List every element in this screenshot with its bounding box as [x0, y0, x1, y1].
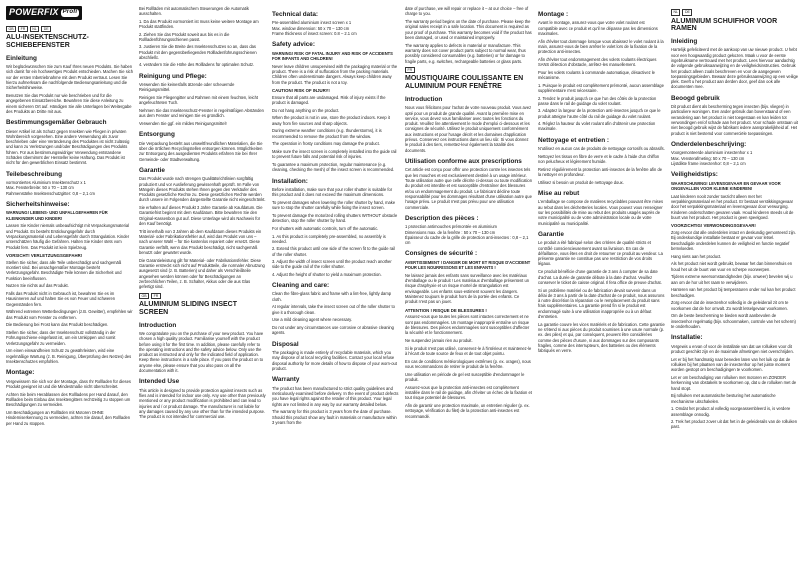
section-heading: Garantie: [538, 230, 564, 238]
warning-text: WAARSCHUWING! LEVENSGEVAAR EN GEVAAR VOOR ONGEVALLEN VOOR KLEINE KINDEREN!: [671, 180, 781, 191]
paragraph: To prevent damages when lowering the roller shutter by hand, make sure to stop the shutter carefully while fixing the insect screen.: [272, 200, 396, 211]
paragraph: Never leave children unsupervised with the packaging material or the product. There is a risk of suffocation from the packing materials. Children often underestimate dangers. Always keep children away from the product. The product is not a toy.: [272, 63, 398, 85]
list-item: 4. verändern Sie die Höhe des Rollladens für optimalen Schutz.: [139, 62, 255, 68]
section-heading: Technical data:: [272, 11, 319, 18]
steps-list-fr: [538, 83, 665, 132]
paragraph: Dit product dient als bescherming tegen insecten (bijv. vliegen) in particuliere woningen. Een ander gebruik dan bovenstaand of een verandering aan het product is niet toegestaan en kan leiden tot verwondingen en/of schade aan het product. Voor schade ontstaan uit niet beoogd gebruik wijst de fabrikant iedere aansprakelijkheid af. Het product is niet bestemd voor commerciële toepassingen.: [671, 104, 798, 136]
lang-badge-gb: GB: [139, 293, 149, 300]
section-heading: Intended Use: [139, 378, 180, 386]
brand-name: POWERFIX: [9, 7, 59, 17]
paragraph: Cet article est conçu pour offrir une protection contre les insectes tels que les mouches et est exclusivement destiné à un usage intérieur. Toute utilisation autre que celle décrite ci-dessus ou toute modification du produit est interdite et est susceptible d'entraîner des blessures et/ou un endommagement du produit. Le fabricant décline toute responsabilité pour les dommages résultant d'une utilisation autre que l'usage prévu. Le produit n'est pas prévu pour une utilisation commerciale.: [405, 167, 532, 210]
section-heading: Utilisation conforme aux prescriptions: [405, 158, 522, 165]
paragraph: When the product is not in use, store the product indoors. Keep it away from fire sources and sharp objects.: [272, 115, 390, 126]
paragraph: Ensure that all parts are undamaged. Risk of injury exists if the product is damaged.: [272, 94, 386, 105]
paragraph: Zorg ervoor dat alle onderdelen intact en deskundig gemonteerd zijn. Bij ondeskundige installatie bestaat er gevaar voor letsel. Beschadigde onderdelen kunnen de veiligheid en functie negatief beïnvloeden.: [671, 229, 796, 251]
sub-heading: ATTENTION ! RISQUE DE BLESSURES !: [405, 307, 487, 313]
paragraph: Nettoyez les tissus en fibre de verre et le cadre à l'aide d'un chiffon non pelucheux et légèrement humide.: [538, 153, 660, 164]
lang-badge-de: DE: [41, 26, 51, 33]
section-heading: Nettoyage et entretien :: [538, 136, 610, 144]
section-heading: Mise au rebut: [538, 189, 580, 197]
paragraph: Um Beschädigungen an Rollläden mit Motoren OHNE Hinderniserkennung zu vermeiden, achten Sie darauf, den Rollladen per Hand zu stoppen.: [6, 409, 131, 426]
lang-badge-nl: NL: [671, 9, 680, 16]
paragraph: To guarantee a maximum protection, regular maintenance (e.g. cleaning, checking the mesh) of the insect screen is recommended.: [272, 162, 395, 173]
product-title-de: ALU-INSEKTENSCHUTZ-SCHIEBEFENSTER: [6, 34, 89, 49]
paragraph: Nehmen Sie das Insektenschutz-Fenster in regelmäßigen Abständen aus dem Fenster und reinigen Sie es gründlich.: [139, 107, 264, 119]
paragraph: Falls das Produkt nicht in Gebrauch ist, bewahren Sie es im Hausinneren auf und halten Sie es von Feuer und schweren Gegenständen fern.: [6, 290, 116, 307]
paragraph: Während extremen Wetterbedingungen (z.B. Gewitter), empfehlen wir das Produkt vom Fenster zu entfernen.: [6, 309, 133, 320]
paragraph: Vergewis u ervan of voor de installatie van dat uw rolluiken voor dit product geschikt zijn en de maximale afmetingen niet overschrijden.: [671, 343, 794, 354]
paragraph: date of purchase, we will repair or replace it – at our choice – free of charge to you.: [405, 6, 529, 17]
brand-sub: Profi: [62, 8, 78, 15]
paragraph: Ne suspendez jamais rien au produit.: [405, 338, 473, 344]
column-de: [6, 6, 133, 563]
lang-badge-nl: NL: [30, 26, 39, 33]
paragraph: Vergewissern Sie sich vor der Montage, dass Ihr Rollladen für dieses Produkt geeignet ist und die Mindestmaße nicht überschreitet.: [6, 378, 131, 389]
product-title-nl: ALUMINIUM SCHUIFHOR VOOR RAMEN: [671, 17, 778, 33]
paragraph: The warranty for this product is 3 years from the date of purchase. Should this product show any fault in materials or manufacture within 3 years from the: [272, 409, 397, 425]
column-fr: [538, 6, 665, 563]
paragraph: We congratulate you on the purchase of your new product. You have chosen a high quality product. Familiarise yourself with the product before using it for the first time. In addition, please carefully refer to the operating instructions and the safety advice below. Only use the product as instructed and only for the indicated field of application. Keep these instructions in a safe place. If you pass the product on to anyone else, please ensure that you also pass on all the documentation with it.: [139, 330, 264, 374]
paragraph: N'utilisez en aucun cas de produits de nettoyage corrosifs ou abrasifs.: [538, 145, 665, 151]
paragraph: En cas de conditions météorologiques extrêmes (p. ex. orages), nous vous recommandons de retirer le produit de la fenêtre.: [405, 358, 531, 370]
paragraph: For shutters with automatic controls, turn off the automatic.: [272, 226, 379, 232]
paragraph: Assurez-vous que toutes les pièces sont intactes correctement et ne sont pas endommagées. Un montage inapproprié entraîne un risque de blessures. Des pièces endommagées sont susceptibles d'affecter la sécurité et le fonctionnement.: [405, 314, 530, 336]
paragraph: The warranty period begins on the date of purchase. Please keep the original sales receipt in a safe location. This document is required as your proof of purchase. This warranty becomes void if the product has been damaged, or used or maintained improperly.: [405, 19, 532, 40]
paragraph: Ce produit bénéficie d'une garantie de 3 ans à compter de sa date d'achat. La durée de garantie débute à la date d'achat. Veuillez conserver le ticket de caisse original. Il fera office de preuve d'achat.: [538, 269, 662, 285]
section-heading: Montage:: [6, 369, 35, 377]
section-heading: Einleitung: [6, 54, 37, 62]
paragraph: Lassen Sie Kinder niemals unbeaufsichtigt mit Verpackungsmaterial und Produkt. Es besteht Erstickungsgefahr durch Verpackungsmaterial und Lebensgefahr durch Strangulation. Kinder unterschätzen häufig die Gefahren. Halten Sie Kinder stets vom Produkt fern. Das Produkt ist kein Spielzeug.: [6, 223, 130, 250]
section-heading: Consignes de sécurité :: [405, 250, 478, 258]
list-item: 2. Tendez le produit jusqu'à ce que l'un des côtés de la protection passe dans le rail de guidage du volet roulant.: [538, 95, 657, 106]
list-item: 2. Extend this product until one side of the screen fit to the guide rail of the roller shutter.: [272, 246, 396, 257]
paragraph: Afin de garantir une protection maximale, un entretien régulier (p. ex. nettoyage, vérification du filet) de la protection anti-insectes est recommandé.: [405, 403, 530, 419]
list-item: 2. Ziehen Sie das Produkt soweit aus bis es in die Rollladenführungsschienen passt.: [139, 31, 230, 42]
paragraph: Dieser Artikel ist als Schutz gegen Insekten wie Fliegen in privaten Wohnbereich vorgesehen. Eine andere Verwendung als zuvor beschrieben oder eine Veränderung des Produktes ist nicht zulässig und kann zu Verletzungen und/oder Beschädigungen des Produkts führen. Für aus bestimmungswidriger Verwendung entstandene Schäden übernimmt der Hersteller keine Haftung. Das Produkt ist nicht für den gewerblichen Einsatz bestimmt.: [6, 128, 130, 166]
paragraph: Wir beglückwünschen Sie zum Kauf Ihres neuen Produkts. Sie haben sich damit für ein hochwertiges Produkt entschieden. Machen Sie sich vor der ersten Inbetriebnahme mit dem Produkt vertraut. Lesen Sie hierzu aufmerksam die nachfolgende Bedienungsanleitung und die Sicherheitshinweise.: [6, 63, 133, 91]
list-item: 1. Da das Produkt vormontiert ist muss keine weitere Montage am Produkt stattfinden.: [139, 19, 259, 30]
paragraph: La garantie couvre les vices matériels et de fabrication. Cette garantie ne s'étend ni aux pièces du produit soumises à une usure normale (p. ex. des piles) et qui, par conséquent, peuvent être considérées comme des pièces d'usure, ni aux dommages sur des composants fragiles, comme des interrupteurs, des batteries ou des éléments fabriqués en verre.: [538, 321, 665, 354]
list-item: 1. Puisque le produit est complètement prémonté, aucun assemblage supplémentaire n'est nécessaire.: [538, 83, 664, 94]
column-nl: [671, 6, 798, 563]
section-heading: Inleiding: [671, 37, 698, 45]
list-item: 2. Trek het product zover uit dat het in de geleiderails van de rolluiken past.: [671, 418, 798, 430]
paragraph: Utilisez si besoin un produit de nettoyage doux.: [538, 179, 624, 185]
list-item: 3. Adjust the width of insect screen until the product reach another side to the guide rail of the roller shutter.: [272, 259, 392, 270]
paragraph: The operation in frosty conditions may damage the product.: [272, 141, 380, 147]
section-heading: Entsorgung: [139, 131, 175, 139]
paragraph: Si un problème matériel ou de fabrication devait survenir dans un délai de 3 ans à partir de la date d'achat de ce produit, nous assurons à notre discrétion la réparation ou le remplacement du produit sans frais supplémentaires. La garantie prend fin si le produit est endommagé suite à une utilisation inappropriée ou à un défaut d'entretien.: [538, 287, 665, 320]
paragraph: Reinigen Sie Fliegengitter und Rahmen mit einem feuchten, leicht angefeuchteten Tuch.: [139, 94, 259, 106]
paragraph: At regular intervals, take the insect screen out of the roller shutter to give it a thorough clean.: [272, 304, 395, 315]
paragraph: Le produit a été fabriqué selon des critères de qualité stricts et contrôlé consciencieusement avant sa livraison. En cas de défaillance, vous êtes en droit de retourner ce produit au vendeur. La présente garantie ne constitue pas une restriction de vos droits légaux.: [538, 240, 663, 267]
paragraph: The packaging is made entirely of recyclable materials, which you may dispose of at local recycling facilities. Contact your local refuse disposal authority for more details of how to dispose of your worn-out product.: [272, 350, 397, 371]
paragraph: Bei Rollläden mit automatischem Steuerungen die Automatik ausschalten.: [139, 6, 249, 17]
paragraph: Stellen Sie sicher, dass der Insektenschutz vollständig in der Führungsschiene eingefasst ist, um ein Umkippen und somit Verletzungsgefahr zu vermeiden.: [6, 330, 116, 346]
paragraph: Um einen einwandfreien Schutz zu gewährleisten, wird eine regelmäßige Wartung (z. B. Reinigung, Überprüfung des Netzes) des Insektenschutzes empfohlen.: [6, 348, 132, 364]
paragraph: Tijdens extreme weersomstandigheden (bijv. onweer) bevelen wij u aan om de hor uit het raam te verwijderen.: [671, 274, 793, 285]
section-heading: Onderdelenbeschrijving:: [671, 141, 747, 149]
section-heading: Garantie: [139, 166, 165, 174]
paragraph: 1 protection antimouches prémontée en aluminium Dimensions max. de la fenêtre : 50 x 70 – 130 cm Épaisseur du cadre de la grille de protection anti-insectes : 0,8 – 2,1 cm: [405, 224, 529, 246]
paragraph: vormontiertes Aluminium Insektenschutz x 1 Max. Fensterbreite: 50 x 70 – 130 cm Rahmenstärke Insektenschutzgitter: 0,8 – 2,1 cm: [6, 180, 95, 196]
paragraph: Bij rolluiken met automatische besturing het automatische mechanisme uitschakelen.: [671, 393, 776, 404]
paragraph: Retirez régulièrement la protection anti-insectes de la fenêtre afin de la nettoyer en profondeur.: [538, 166, 663, 177]
section-heading: Warranty: [272, 376, 300, 384]
list-item: 1. Omdat het product al volledig voorgeassembleerd is, is verdere assemblage onnodig.: [671, 406, 791, 417]
product-title-gb: ALUMINIUM SLIDING INSECT SCREEN: [139, 301, 237, 316]
paragraph: Clean the fibre-glass fabric and frame with a lint-free, lightly damp cloth.: [272, 291, 392, 302]
paragraph: Pre-assembled aluminium insect screen x 1 Max. window dimension: 50 x 70 – 130 cm Frame thickness of insect screen: 0.8 – 2.1 cm: [272, 20, 357, 36]
list-item: 3. Justieren Sie die Breite des Insektenschutzes so an, dass das Produkt mit den gegenüberliegenden Rollladenführungsschienen abschließt.: [139, 44, 257, 60]
warning-text: WARNING! RISK OF FATAL INJURY AND RISK OF ACCIDENTS FOR INFANTS AND CHILDREN!: [272, 50, 393, 61]
paragraph: Als het product niet wordt gebruikt, bewaar het dan binnenshuis en houd het uit de buurt van vuur en scherpe voorwerpen.: [671, 261, 793, 272]
paragraph: Hanteren van het product bij temperaturen onder nul kan het product beschadigen.: [671, 287, 796, 298]
lang-badge-fr: FR: [405, 67, 415, 74]
paragraph: Une utilisation en période de gel est susceptible d'endommager le produit.: [405, 371, 525, 383]
warning-text: AVERTISSEMENT ! DANGER DE MORT ET RISQUE D'ACCIDENT POUR LES NOURRISSONS ET LES ENFANTS !: [405, 259, 531, 271]
list-item: 1. As this product is completely pre-assembled, no assembly is needed.: [272, 233, 386, 245]
section-heading: Sicherheitshinweise:: [6, 201, 70, 209]
sub-heading: VOORZICHTIG! VERWONDINGSGEVAAR!: [671, 223, 756, 229]
language-badges: [671, 9, 798, 16]
sub-heading: VORSICHT! VERLETZUNGSGEFAHR!: [6, 252, 83, 258]
paragraph: Stellen Sie sicher, dass alle Teile unbeschädigt und sachgemäß montiert sind. Bei unsachgemäßer Montage besteht Verletzungsgefahr. Beschädigte Teile können die Sicherheit und Funktion beeinflussen.: [6, 259, 122, 281]
paragraph: Die Bedienung bei Frost kann das Produkt beschädigen.: [6, 322, 109, 328]
paragraph: Verwenden Sie keinesfalls ätzende oder scheuernde Reinigungsmittel.: [139, 81, 235, 93]
list-item: 3. Adaptez la largeur de la protection anti-insectes jusqu'à ce que le produit atteigne l'autre côté du rail de guidage du volet roulant.: [538, 108, 661, 119]
section-heading: Disposal: [272, 340, 299, 348]
paragraph: Zorg ervoor dat de insectenhor volledig in de geleiderail zit om te voorkomen dat de hor omvalt. Zo wordt letselgevaar voorkomen.: [671, 300, 789, 311]
paragraph: Si le produit n'est pas utilisé, conservez-le à l'intérieur et maintenez-le à l'écart de toute source de feux et de tout objet pointu.: [405, 345, 532, 357]
paragraph: L'emballage se compose de matières recyclables pouvant être mises au rebut dans les déchetteries locales. Vous pouvez vous renseigner sur les possibilités de mise au rebut des produits usagés auprès de votre municipalité ou de votre administration locale ou de votre municipalité ou municipalité.: [538, 199, 664, 226]
language-badges: [6, 26, 133, 33]
paragraph: During extreme weather conditions (e.g. thunderstorms), it is recommended to remove the product from the window.: [272, 128, 382, 139]
column-gb-fr: [405, 6, 532, 563]
brand-logo: [6, 6, 82, 20]
paragraph: Hartelijk gefeliciteerd met de aankoop van uw nieuwe product. U hebt voor een hoogwaardig product gekozen. Maak u voor de eerste ingebruikname vertrouwd met het product. Lees hiervoor aandachtig de volgende gebruiksaanwijzing en de veiligheidsinstructies. Gebruik het product alleen zoals beschreven en voor de aangegeven toepassingsgebieden. Bewaar deze gebruiksaanwijzing op een veilige plek. Geeft u het product aan derden door, geef dan ook alle documenten mee.: [671, 47, 798, 90]
paragraph: Verwenden Sie ggf. ein mildes Reinigungsmittel!: [139, 120, 227, 126]
list-item: 4. Réglez la hauteur du volet roulant afin d'obtenir une protection maximale.: [538, 120, 656, 132]
section-heading: Introduction: [405, 95, 443, 103]
paragraph: Nous vous félicitons pour l'achat de votre nouveau produit. Vous avez opté pour un produit de grande qualité. Avant la première mise en service, vous devez vous familiariser avec toutes les fonctions du produit. Veuillez lire attentivement le mode d'emploi ci-dessous et les consignes de sécurité. Utilisez le produit uniquement conformément aux instructions et pour l'usage décrit et les domaines d'application prévus. Conservez ces instructions dans un lieu sûr. Si vous donnez le produit à des tiers, remettez-leur également la totalité des documents.: [405, 105, 532, 153]
paragraph: Before installation, make sure that your roller shutter is suitable for this product and it does not exceed the maximum dimensions.: [272, 187, 393, 198]
paragraph: Let er bij het handmatig naar beneden laten van het luik op dat de rolluiken bij het plaatsen van de insectenhor op het juiste moment worden gestopt om beschadigingen te voorkomen.: [671, 356, 791, 373]
steps-list-nl: [671, 406, 798, 429]
paragraph: Ne laissez jamais des enfants sans surveillance avec les matériaux d'emballage ou le produit ! Les matériaux d'emballage présentent un risque d'asphyxie et un risque mortel de strangulation est envisageable. Les enfants sous-estiment souvent les dangers. Maintenez toujours le produit hors de la portée des enfants. Ce produit n'est pas un jouet.: [405, 272, 529, 305]
section-heading: Introduction: [139, 321, 177, 329]
paragraph: Do not hang anything on the product.: [272, 107, 340, 113]
lang-badge-gb: GB: [6, 26, 16, 33]
paragraph: Do not under any circumstances use corrosive or abrasive cleaning agents.: [272, 325, 394, 336]
lang-badge-fr: FR: [18, 26, 28, 33]
column-gb: [272, 6, 399, 563]
warning-text: WARNUNG! LEBENS- UND UNFALLGEFAHREN FÜR KLEINKINDER UND KINDER!: [6, 210, 108, 221]
paragraph: Make sure the insect screen is completely installed into the guide rail to prevent future falls and potential risk of injuries.: [272, 149, 397, 160]
paragraph: Die Garantieleistung gilt für Material- oder Fabrikationsfehler. Diese Garantie erstreckt sich nicht auf Produktteile, die normaler Abnutzung ausgesetzt sind (z. B. Batterien) und daher als Verschleißteile angesehen werden können oder für Beschädigungen an zerbrechlichen Teilen, z. B. Schalter, Akkus oder die aus Glas gefertigt sind.: [139, 257, 265, 290]
paragraph: Afin d'éviter tout dommage lorsque vous abaissez le volet roulant à la main, assurez-vous de bien arrêter le volet lors de la fixation de la protection anti-insectes.: [538, 38, 664, 55]
paragraph: The warranty applies to defects in material or manufacture. This warranty does not cover product parts subject to normal wear, thus possibly considered consumables (e.g. batteries) or for damage to fragile parts, e.g. switches, rechargeable batteries or glass parts.: [405, 42, 526, 64]
list-item: 4. Adjust the height of shutter to yield a maximum protection.: [272, 271, 382, 277]
paragraph: Tritt innerhalb von 3 Jahren ab dem Kaufdatum dieses Produkts ein Material- oder Fabrikationsfehler auf, wird das Produkt von uns – nach unserer Wahl – für Sie kostenlos repariert oder ersetzt. Diese Garantie verfällt, wenn das Produkt beschädigt, nicht sachgemäß benutzt oder gewartet wurde.: [139, 228, 262, 256]
steps-list-gb: [272, 234, 399, 277]
paragraph: Assurez-vous que la protection anti-insectes est complètement installée dans le rail de guidage, afin d'éviter un échec de la fixation et tout risque potentiel de blessures.: [405, 384, 532, 401]
paragraph: Afin d'éviter tout endommagement des volets roulants électriques SANS détection d'obstacle, arrêtez-les manuellement.: [538, 57, 657, 68]
paragraph: This article is designed to provide protection against insects such as flies and is intended for indoor use only. Any use other than previously mentioned or any product modification is prohibited and can lead to injuries and / or product damage. The manufacturer is not liable for any damages caused by any use other than for the intended purpose. The product is not intended for commercial use.: [139, 387, 266, 420]
paragraph: Pour les volets roulants à commande automatique, désactivez le mécanisme.: [538, 70, 655, 81]
product-title-fr: MOUSTIQUAIRE COULISSANTE EN ALUMINIUM POUR FENÊTRE: [405, 75, 524, 91]
paragraph: Sie erhalten auf dieses Produkt 3 Jahre Garantie ab Kaufdatum. Die Garantiefrist beginnt mit dem Kaufdatum. Bitte bewahren Sie den Original-Kassenbon gut auf. Diese Unterlage wird als Nachweis für den Kauf benötigt.: [139, 205, 263, 227]
steps-list-de: [139, 19, 266, 68]
paragraph: Voorgemonteerde aluminium insectenhor x 1 Max. Vensterafmeting: 50 x 70 – 130 cm Lijstdikte frame insectenhor: 0,8 – 2,1 cm: [671, 150, 753, 166]
paragraph: Nutzen Sie nichts auf das Produkt.: [6, 283, 69, 289]
paragraph: Die Verpackung besteht aus umweltfreundlichen Materialien, die Sie über die örtlichen Recyclingstellen entsorgen können. Möglichkeiten zur Entsorgung des ausgedienten Produkts erfahren Sie bei Ihrer Gemeinde- oder Stadtverwaltung.: [139, 140, 263, 162]
paragraph: Achten Sie beim Herablassen des Rollladens per Hand darauf, den Rollladen beim Einbau das Insektengitters rechtzeitig zu stoppen um Beschädigungen zu vermeiden.: [6, 391, 131, 408]
section-heading: Veiligheidstips:: [671, 171, 718, 179]
section-heading: Cleaning and care:: [272, 281, 330, 289]
language-badges: [139, 293, 266, 300]
lang-badge-de: DE: [682, 9, 692, 16]
section-heading: Safety advice:: [272, 41, 315, 49]
section-heading: Montage :: [538, 11, 569, 18]
paragraph: The product has been manufactured to strict quality guidelines and meticulously examined before delivery. In the event of product defects you have legal rights against the retailer of this product. Your legal rights are not limited in any way by our warranty detailed below.: [272, 385, 399, 407]
section-heading: Installatie:: [671, 334, 703, 342]
section-heading: Reinigung und Pflege:: [139, 72, 207, 80]
column-de-gb: [139, 6, 266, 563]
paragraph: Benutzen Sie das Produkt nur wie beschrieben und für die angegebenen Einsatzbereiche. Bewahren Sie diese Anleitung zu einem sicheren Ort auf. Händigen Sie alle Unterlagen bei Weitergabe des Produkts an Dritte mit aus.: [6, 92, 132, 114]
paragraph: Das Produkt wurde nach strengen Qualitätsrichtlinien sorgfältig produziert und vor Auslieferung gewissenhaft geprüft. Im Falle von Mängeln dieses Produkts stehen Ihnen gegen den Verkäufer des Produkts gesetzliche Rechte zu. Diese gesetzlichen Rechte werden durch unsere im Folgenden dargestellte Garantie nicht eingeschränkt.: [139, 176, 266, 203]
paragraph: Use a mild cleaning agent where necessary.: [272, 317, 353, 323]
language-badges: [405, 67, 532, 74]
paragraph: Laat kinderen nooit zonder toezicht alleen met het verpakkingsmateriaal en het product. Er bestaat verstikkingsgevaar door het verpakkingsmateriaal en levensgevaar door verwurging. Kinderen onderschatten gevaren vaak. Houd kinderen steeds uit de buurt van het product. Het product is geen speelgoed.: [671, 193, 794, 220]
section-heading: Installation:: [272, 177, 308, 185]
sub-heading: CAUTION! RISK OF INJURY!: [272, 87, 330, 93]
paragraph: Let er om beschadiging van rolluiken met motoren en ZONDER herkenning van obstakels te voorkomen op, dat u de rolluiken met de hand stopt.: [671, 374, 797, 391]
lang-badge-fr: FR: [151, 293, 161, 300]
paragraph: To prevent damage the motorized rolling shutters WITHOUT obstacle detection, stop the roller shutter by hand.: [272, 213, 398, 224]
paragraph: Hang niets aan het product.: [671, 253, 722, 259]
section-heading: Bestimmungsgemäßer Gebrauch: [6, 119, 107, 127]
section-heading: Beoogd gebruik: [671, 94, 720, 102]
paragraph: Om de beste bescherming te bieden wordt aanbevolen de insectenhor regelmatig (bijv. schoonmaken, controle van het scherm) te onderhouden.: [671, 313, 796, 329]
section-heading: Teilebeschreibung: [6, 170, 62, 178]
paragraph: Avant le montage, assurez-vous que votre volet roulant est compatible avec ce produit et qu'il ne dépasse pas les dimensions maximales.: [538, 20, 658, 36]
section-heading: Description des pièces :: [405, 214, 479, 222]
